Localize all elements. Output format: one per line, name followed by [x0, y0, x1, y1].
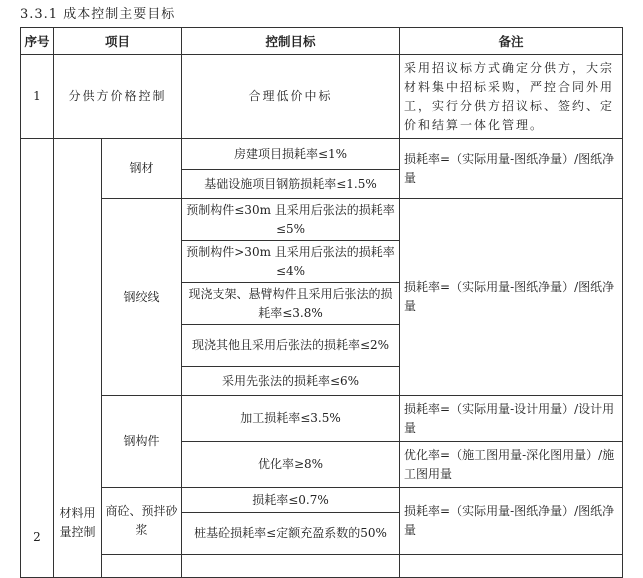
continued-cell-b	[182, 555, 400, 578]
row1-item: 分供方价格控制	[54, 55, 182, 139]
strand-remark: 损耗率=（实际用量-图纸净量）/图纸净量	[400, 199, 623, 396]
row-concrete-1	[21, 488, 623, 513]
row2-category: 材料用量控制	[54, 139, 102, 578]
section-title: 3.3.1 成本控制主要目标	[20, 7, 176, 22]
member-label: 钢构件	[102, 396, 182, 488]
row-strand-1	[21, 199, 623, 241]
row1-target: 合理低价中标	[182, 55, 400, 139]
steel-label: 钢材	[102, 139, 182, 199]
strand-target-1: 预制构件≤30m 且采用后张法的损耗率≤5%	[182, 199, 400, 241]
row2-no: 2	[21, 139, 54, 578]
member-target-2: 优化率≥8%	[182, 442, 400, 488]
member-remark-2: 优化率=（施工图用量-深化图用量）/施工图用量	[400, 442, 623, 488]
row1-no: 1	[21, 55, 54, 139]
header-row	[21, 28, 623, 55]
member-remark-1: 损耗率=（实际用量-设计用量）/设计用量	[400, 396, 623, 442]
concrete-label: 商砼、预拌砂浆	[102, 488, 182, 555]
header-remark: 备注	[400, 28, 623, 55]
steel-target-2: 基础设施项目钢筋损耗率≤1.5%	[182, 170, 400, 199]
steel-target-1: 房建项目损耗率≤1%	[182, 139, 400, 170]
member-target-1: 加工损耗率≤3.5%	[182, 396, 400, 442]
header-target: 控制目标	[182, 28, 400, 55]
concrete-remark: 损耗率=（实际用量-图纸净量）/图纸净量	[400, 488, 623, 555]
steel-remark: 损耗率=（实际用量-图纸净量）/图纸净量	[400, 139, 623, 199]
header-no: 序号	[21, 28, 54, 55]
concrete-target-1: 损耗率≤0.7%	[182, 488, 400, 513]
row-continued	[21, 555, 623, 578]
header-item: 项目	[54, 28, 182, 55]
strand-target-4: 现浇其他且采用后张法的损耗率≤2%	[182, 325, 400, 367]
strand-target-2: 预制构件>30m 且采用后张法的损耗率≤4%	[182, 241, 400, 283]
row1-remark: 采用招议标方式确定分供方，大宗材料集中招标采购，严控合同外用工，实行分供方招议标、签约、定价和结算一体化管理。	[400, 55, 623, 139]
strand-label: 钢绞线	[102, 199, 182, 396]
strand-target-3: 现浇支架、悬臂构件且采用后张法的损耗率≤3.8%	[182, 283, 400, 325]
row-steel-1	[21, 139, 623, 170]
strand-target-5: 采用先张法的损耗率≤6%	[182, 367, 400, 396]
row-supplier-price	[21, 55, 623, 139]
continued-cell-c	[400, 555, 623, 578]
concrete-target-2: 桩基砼损耗率≤定额充盈系数的50%	[182, 513, 400, 555]
row-member-1	[21, 396, 623, 442]
continued-cell-a	[102, 555, 182, 578]
cost-control-table	[20, 27, 623, 578]
